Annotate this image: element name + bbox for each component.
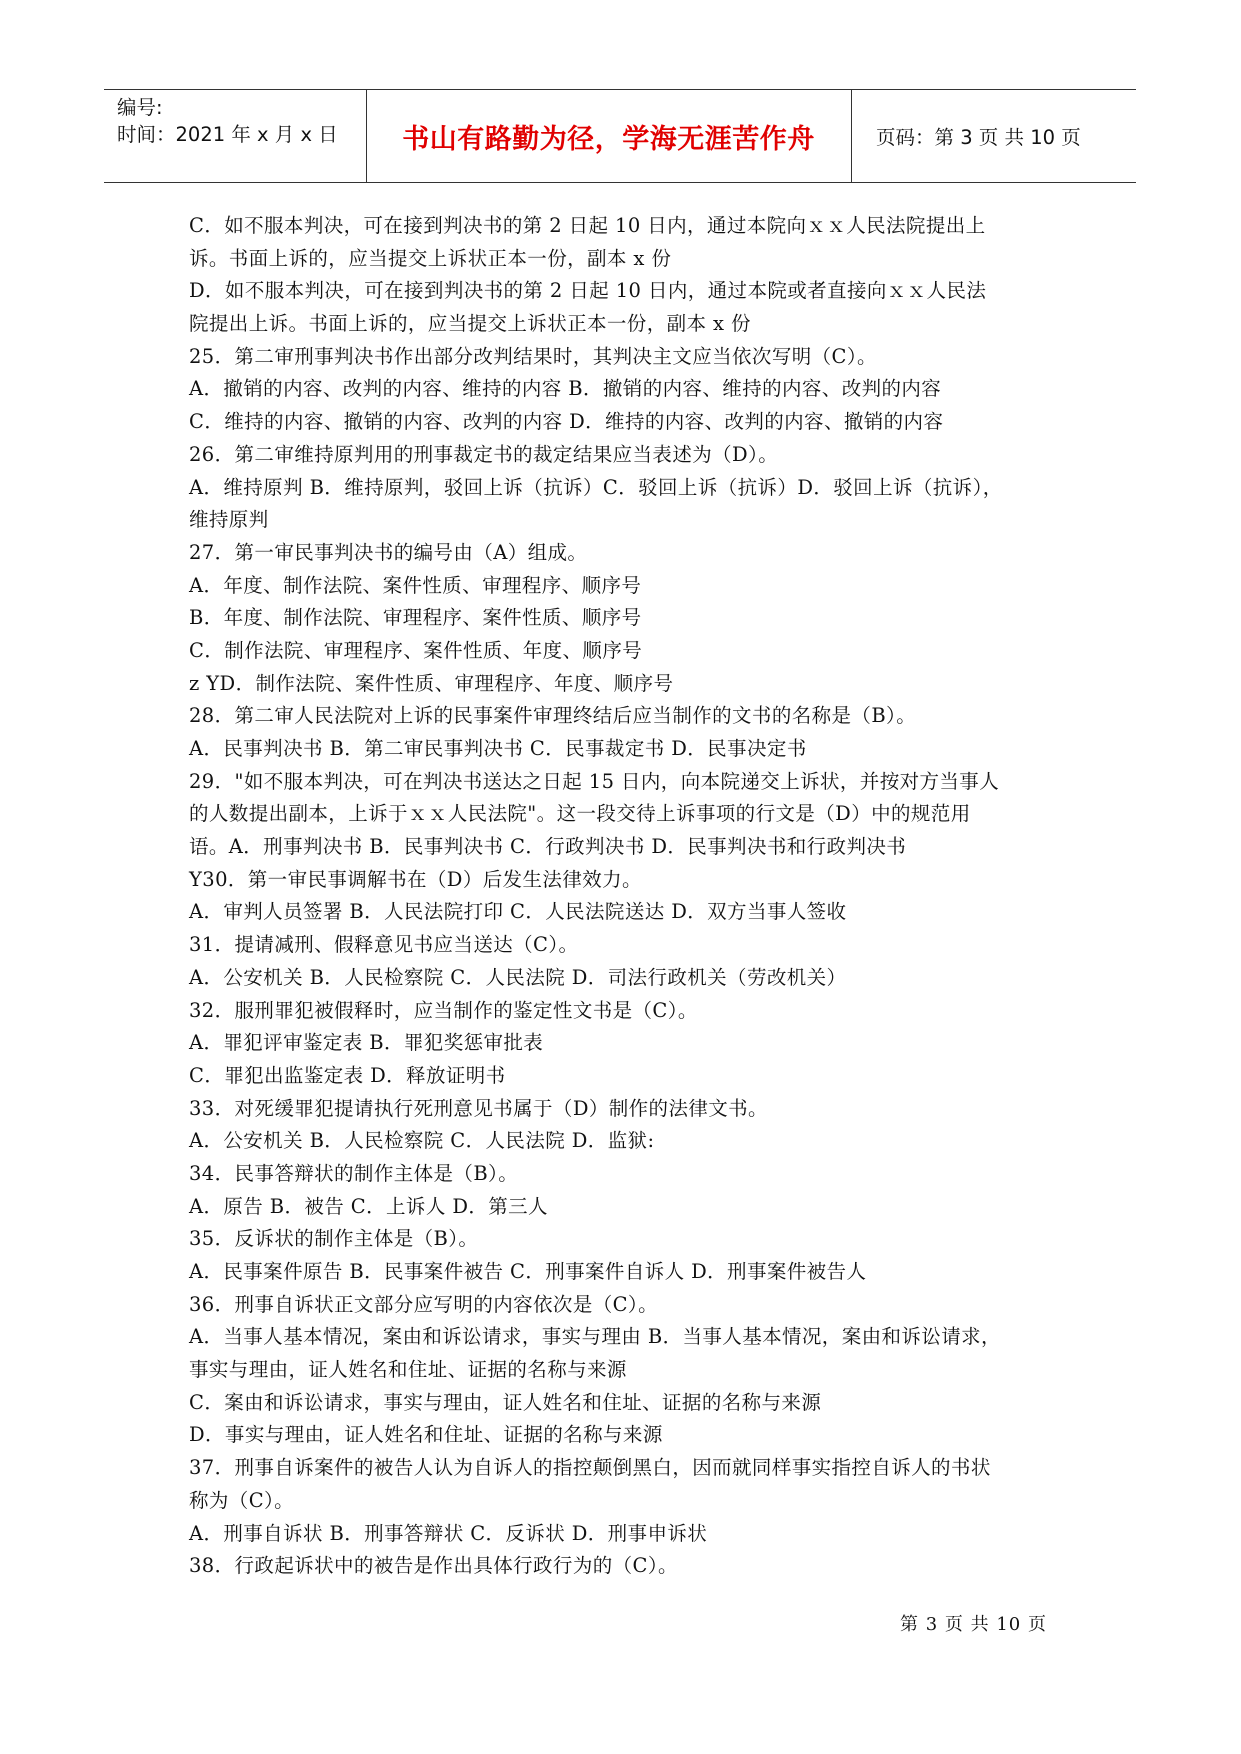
body-text-line: 29．"如不服本判决，可在判决书送达之日起 15 日内，向本院递交上诉状，并按对方当事人 [189, 769, 1000, 793]
body-text-line: C．如不服本判决，可在接到判决书的第 2 日起 10 日内，通过本院向ｘｘ人民法院提出上 [189, 214, 986, 237]
body-text-line: 称为（C）。 [189, 1488, 295, 1512]
body-text-line: 28．第二审人民法院对上诉的民事案件审理终结后应当制作的文书的名称是（B）。 [189, 704, 917, 728]
header-motto: 书山有路勤为径，学海无涯苦作舟 [402, 123, 815, 155]
header-divider-right [851, 90, 852, 182]
body-text-line: 诉。书面上诉的，应当提交上诉状正本一份，副本 x 份 [189, 246, 672, 270]
body-text-line: D．如不服本判决，可在接到判决书的第 2 日起 10 日内，通过本院或者直接向ｘｘ人民法 [189, 279, 987, 303]
body-text-line: 院提出上诉。书面上诉的，应当提交上诉状正本一份，副本 x 份 [189, 312, 751, 336]
body-text-line: 36．刑事自诉状正文部分应写明的内容依次是（C）。 [189, 1292, 658, 1316]
doc-number-label: 编号: [117, 96, 163, 119]
body-text-line: A．原告 B．被告 C．上诉人 D．第三人 [189, 1194, 548, 1218]
body-text-line: 38．行政起诉状中的被告是作出具体行政行为的（C）。 [189, 1554, 678, 1578]
body-text-line: A．公安机关 B．人民检察院 C．人民法院 D．司法行政机关（劳改机关） [189, 965, 847, 989]
body-text-line: C．案由和诉讼请求，事实与理由，证人姓名和住址、证据的名称与来源 [189, 1390, 822, 1414]
body-text-line: B．年度、制作法院、审理程序、案件性质、顺序号 [189, 606, 642, 630]
body-text-line: A．民事判决书 B．第二审民事判决书 C．民事裁定书 D．民事决定书 [189, 737, 807, 760]
page-header [104, 89, 1136, 183]
body-text-line: 37．刑事自诉案件的被告人认为自诉人的指控颠倒黑白，因而就同样事实指控自诉人的书状 [189, 1456, 991, 1480]
body-text-line: A．当事人基本情况，案由和诉讼请求，事实与理由 B．当事人基本情况，案由和诉讼请求， [189, 1325, 1001, 1349]
body-text-line: 25．第二审刑事判决书作出部分改判结果时，其判决主文应当依次写明（C）。 [189, 344, 877, 368]
page-footer: 第 3 页 共 10 页 [900, 1614, 1047, 1635]
body-text-line: A．民事案件原告 B．民事案件被告 C．刑事案件自诉人 D．刑事案件被告人 [189, 1260, 867, 1283]
body-text-line: A．罪犯评审鉴定表 B．罪犯奖惩审批表 [189, 1031, 544, 1055]
body-text-line: A．维持原判 B．维持原判，驳回上诉（抗诉）C．驳回上诉（抗诉）D．驳回上诉（抗诉）， [189, 475, 1003, 499]
body-text-line: z YD．制作法院、案件性质、审理程序、年度、顺序号 [189, 671, 674, 695]
body-text-line: 26．第二审维持原判用的刑事裁定书的裁定结果应当表述为（D）。 [189, 442, 779, 466]
document-body [189, 210, 1079, 1583]
body-text-line: 的人数提出副本，上诉于ｘｘ人民法院"。这一段交待上诉事项的行文是（D）中的规范用 [189, 802, 971, 826]
body-text-line: Y30．第一审民事调解书在（D）后发生法律效力。 [189, 867, 642, 891]
body-text-line: A．刑事自诉状 B．刑事答辩状 C．反诉状 D．刑事申诉状 [189, 1521, 708, 1545]
header-page-code: 页码：第 3 页 共 10 页 [876, 126, 1081, 149]
body-text-line: 27．第一审民事判决书的编号由（A）组成。 [189, 540, 588, 564]
body-text-line: C．罪犯出监鉴定表 D．释放证明书 [189, 1063, 506, 1087]
body-text-line: C．维持的内容、撤销的内容、改判的内容 D．维持的内容、改判的内容、撤销的内容 [189, 410, 944, 434]
body-text-line: A．公安机关 B．人民检察院 C．人民法院 D．监狱: [189, 1129, 655, 1153]
body-text-line: 33．对死缓罪犯提请执行死刑意见书属于（D）制作的法律文书。 [189, 1096, 768, 1120]
body-text-line: 32．服刑罪犯被假释时，应当制作的鉴定性文书是（C）。 [189, 998, 698, 1022]
body-text-line: 事实与理由，证人姓名和住址、证据的名称与来源 [189, 1358, 627, 1382]
body-text-line: 维持原判 [189, 508, 269, 532]
body-text-line: 34．民事答辩状的制作主体是（B）。 [189, 1161, 519, 1185]
body-text-line: D．事实与理由，证人姓名和住址、证据的名称与来源 [189, 1423, 663, 1447]
doc-time-label: 时间：2021 年 x 月 x 日 [117, 123, 338, 146]
body-text-line: C．制作法院、审理程序、案件性质、年度、顺序号 [189, 638, 643, 662]
body-text-line: A．撤销的内容、改判的内容、维持的内容 B．撤销的内容、维持的内容、改判的内容 [189, 377, 942, 401]
header-meta [117, 90, 365, 182]
body-text-line: 语。A．刑事判决书 B．民事判决书 C．行政判决书 D．民事判决书和行政判决书 [189, 835, 907, 859]
body-text-line: A．审判人员签署 B．人民法院打印 C．人民法院送达 D．双方当事人签收 [189, 900, 847, 924]
body-text-line: 31．提请减刑、假释意见书应当送达（C）。 [189, 933, 579, 957]
body-text-line: 35．反诉状的制作主体是（B）。 [189, 1227, 479, 1251]
body-text-line: A．年度、制作法院、案件性质、审理程序、顺序号 [189, 573, 642, 597]
